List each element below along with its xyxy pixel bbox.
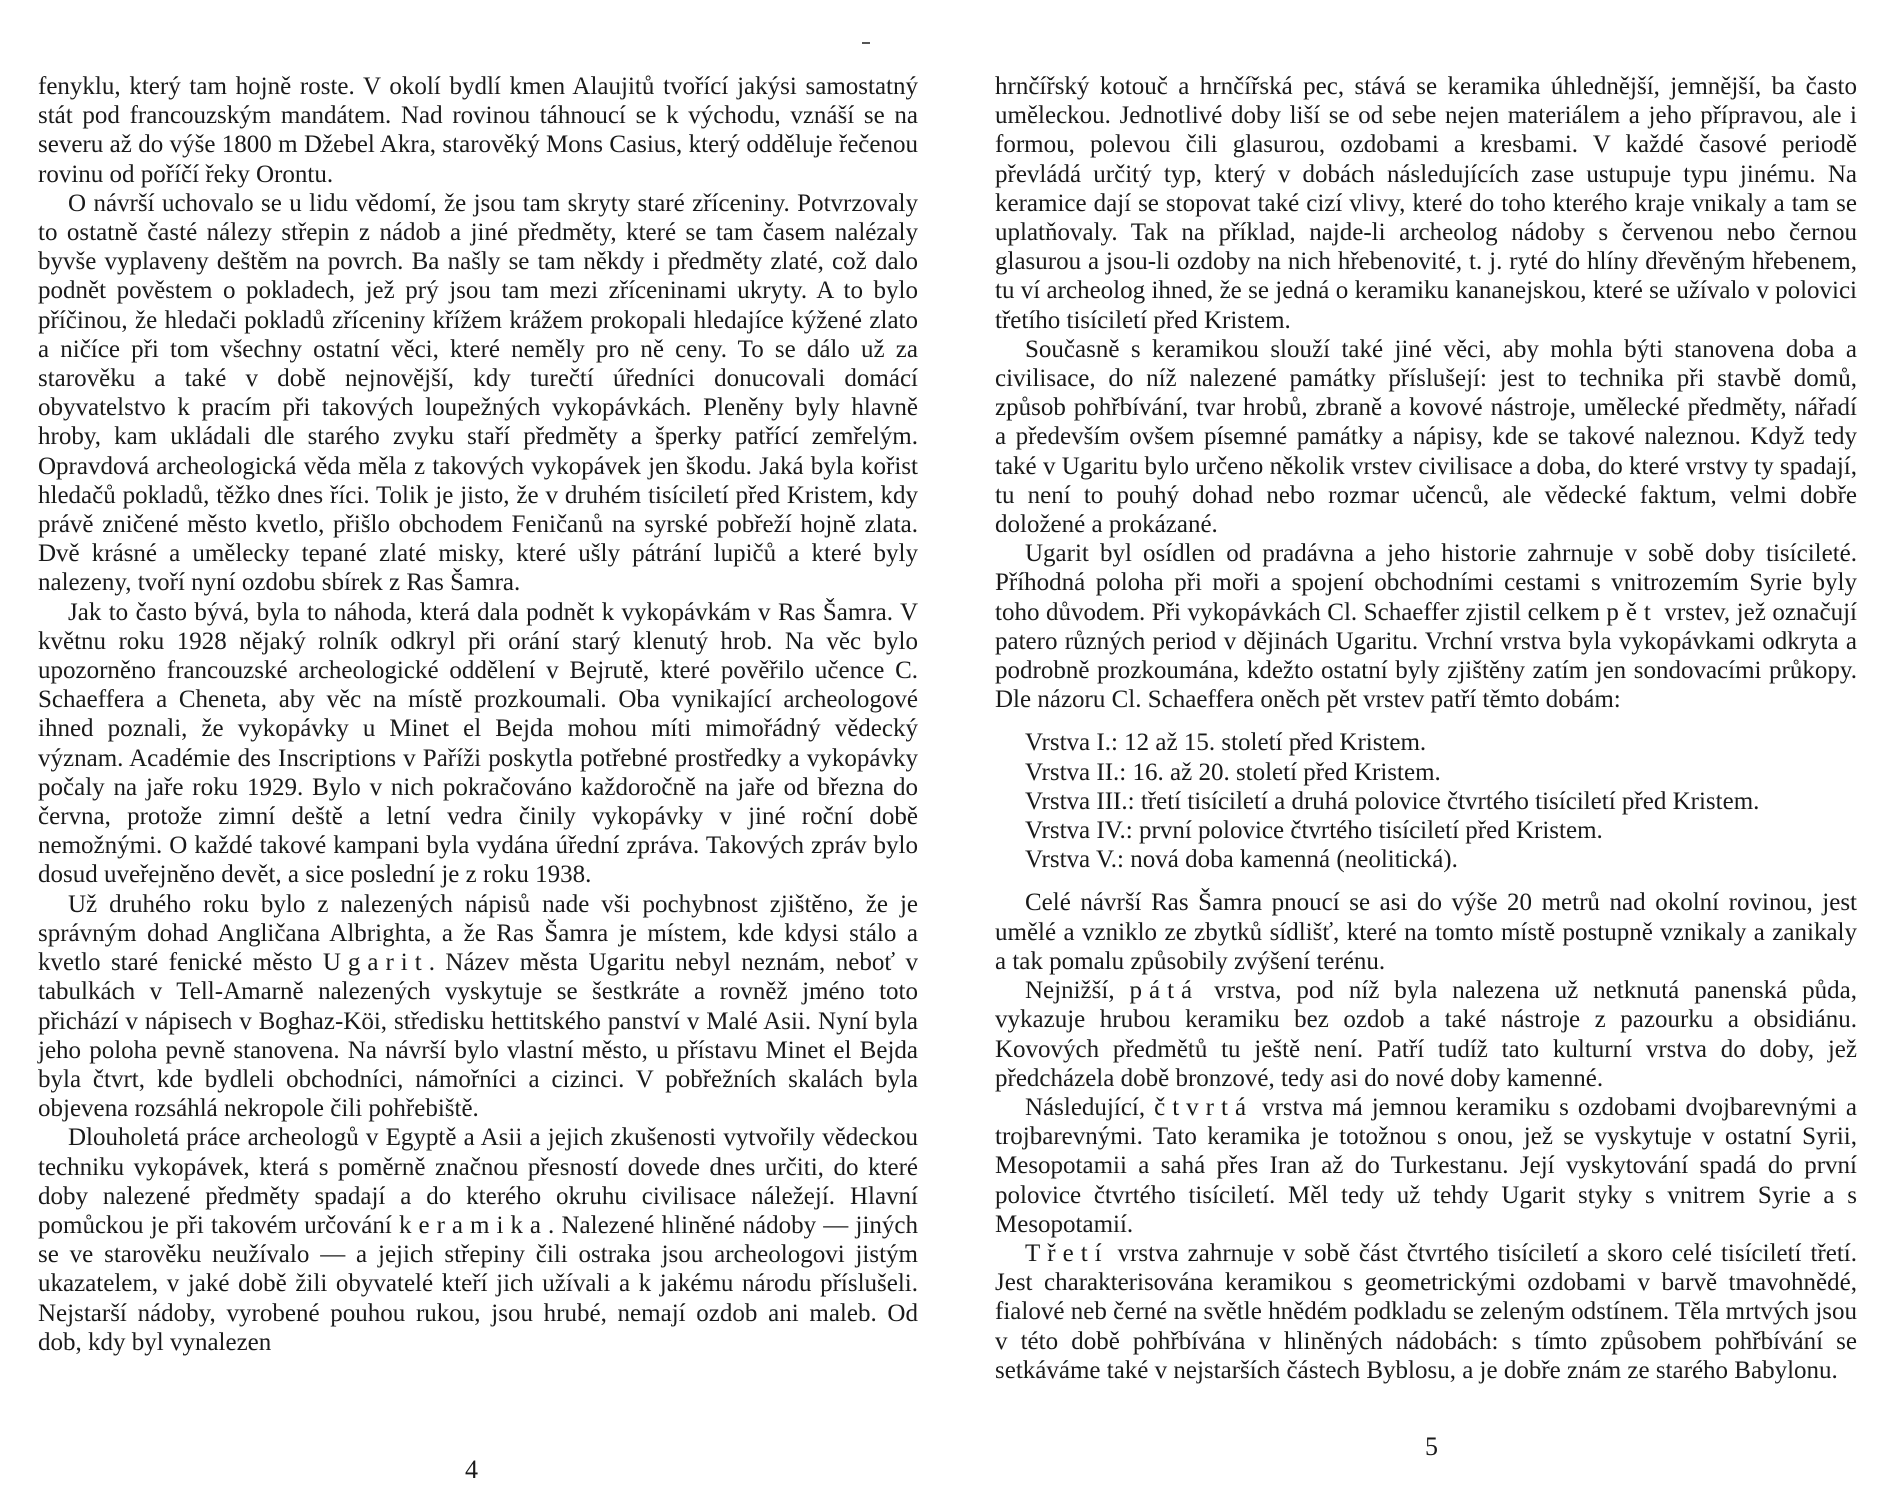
text-run: Následující, [1025,1093,1155,1121]
paragraph: hrnčířský kotouč a hrnčířská pec, stává se keramika úhlednější, jemnější, ba často uměleckou. Jednotlivé doby liší se od sebe nejen materiálem a jeho přípravou, ale i formou, polevou čili glasurou, ozdobami a kresbami. V každé časové periodě převládá určitý typ, který v dobách následujících zase ustupuje typu jinému. Na keramice dají se stopovat také cizí vlivy, které do toho kterého kraje vnikaly a tam se uplatňovaly. Tak na příklad, najde-li archeolog nádoby s červenou nebo černou glasurou a jsou-li ozdoby na nich hřebenovité, t. j. ryté do hlíny dřevěným hřebenem, tu ví archeolog ihned, že se jedná o keramiku kananejskou, které se užívalo v polovici třetího tisíciletí před Kristem. [995,73,1857,334]
layer-list [1025,728,1857,874]
spaced-term: pět [1606,598,1658,626]
layer-item: Vrstva V.: nová doba kamenná (neolitická). [1025,846,1458,874]
paragraph [38,890,918,1124]
paragraph [995,539,1857,714]
text-run: Už druhého roku bylo z nalezených nápisů nade vši pochybnost zjištěno, že je správným dohad Angličana Albrighta, a že Ras Šamra je místem, kde kdysi stálo a kvetlo staré fenické město [38,890,918,977]
text-run: Dlouholetá práce archeologů v Egyptě a Asii a jejich zkušenosti vytvořily vědeckou techniku vykopávek, která s poměrně značnou přesností dovede dnes určiti, do které doby nalezené předměty spadají a do kterého okruhu civilisace náležejí. Hlavní pomůckou je při takovém určování [38,1124,918,1239]
paragraph: Současně s keramikou slouží také jiné věci, aby mohla býti stanovena doba a civilisace, do níž nalezené památky příslušejí: jest to technika při stavbě domů, způsob pohřbívání, tvar hrobů, zbraně a kovové nástroje, umělecké předměty, nářadí a především ovšem písemné památky a nápisy, kde se takové naleznou. Když tedy také v Ugaritu bylo určeno několik vrstev civilisace a doba, do které vrstvy ty spadají, tu není to pouhý dohad nebo rozmar učenců, ale vědecké faktum, velmi dobře doložené a prokázané. [995,335,1857,539]
right-page [995,72,1857,1385]
paragraph [995,1093,1857,1239]
layer-item: Vrstva IV.: první polovice čtvrtého tisíciletí před Kristem. [1025,817,1603,845]
layer-item: Vrstva II.: 16. až 20. století před Kristem. [1025,758,1441,786]
text-run: vrstva zahrnuje v sobě část čtvrtého tisíciletí a skoro celé tisíciletí třetí. Jest charakterisována keramikou s geometrickými ozdobami v barvě tmavohnědé, fialové neb černé na světle hnědém podkladu se zeleným odstínem. Těla mrtvých jsou v této době pohřbívána v hliněných nádobách: s tímto způsobem pohřbívání se setkáváme také v nejstarších částech Byblosu, a je dobře znám ze starého Babylonu. [995,1239,1857,1384]
text-run: Nejnižší, [1025,977,1130,1005]
spaced-term: Ugarit [322,949,429,977]
paragraph [995,976,1857,1093]
text-run: vrstva má jemnou keramiku s ozdobami dvojbarevnými a trojbarevnými. Tato keramika je totožnou s onou, jež se vyskytuje v ostatní Syrii, Mesopotamii a sahá přes Iran až do Turkestanu. Její vyskytování spadá do první polovice čtvrtého tisíciletí. Měl tedy už tehdy Ugarit styky s vnitrem Syrie a s Mesopotamií. [995,1093,1857,1238]
spaced-term: pátá [1129,977,1200,1005]
page-number: 4 [465,1455,478,1484]
layer-item: Vrstva I.: 12 až 15. století před Kristem. [1025,729,1427,757]
spaced-term: Třetí [1025,1239,1109,1267]
paragraph [38,1123,918,1357]
layer-item: Vrstva III.: třetí tisíciletí a druhá polovice čtvrtého tisíciletí před Kristem. [1025,787,1760,815]
paragraph: Celé návrší Ras Šamra pnoucí se asi do výše 20 metrů nad okolní rovinou, jest umělé a vzniklo ze zbytků sídlišť, které na tomto místě postupně vznikaly a zanikaly a tak pomalu způsobily zvýšení terénu. [995,889,1857,975]
left-page [38,72,918,1357]
text-run: Ugarit byl osídlen od pradávna a jeho historie zahrnuje v sobě doby tisícileté. Příhodná poloha při moři a spojení obchodními cestami s vnitrozemím Syrie byly toho důvodem. Při vykopávkách Cl. Schaeffer zjistil celkem [995,540,1857,626]
text-run: . Nalezené hliněné nádoby — jiných se ve starověku neužívalo — a jejich střepiny čili ostraka jsou archeologovi jistým ukazatelem, v jaké době žili obyvatelé kteří jich užívali a k jakému národu příslušeli. Nejstarší nádoby, vyrobené pouhou rukou, jsou hrubé, nemají ozdob ani maleb. Od dob, kdy byl vynalezen [38,1211,919,1356]
paragraph: O návrší uchovalo se u lidu vědomí, že jsou tam skryty staré zříceniny. Potvrzovaly to ostatně časté nálezy střepin z nádob a jiné předměty, které se tam časem nalézaly byvše vyplaveny deštěm na povrch. Ba našly se tam někdy i předměty zlaté, což dalo podnět pověstem o pokladech, jež prý jsou tam mezi zříceninami ukryty. A to bylo příčinou, že hledači pokladů zříceniny křížem krážem prokopali hledajíce kýžené zlato a ničíce při tom všechny ostatní věci, které neměly pro ně ceny. To se dálo už za starověku a také v době nejnovější, kdy turečtí úředníci donucovali domácí obyvatelstvo k pracím při takových loupežných vykopávkách. Pleněny byly hlavně hroby, kam ukládali dle starého zvyku staří předměty a šperky patřící zemřelým. Opravdová archeologická věda měla z takových vykopávek jen škodu. Jaká byla kořist hledačů pokladů, těžko dnes říci. Tolik je jisto, že v druhém tisíciletí před Kristem, kdy právě zničené město kvetlo, přišlo obchodem Feničanů na syrské pobřeží hojně zlata. Dvě krásné a umělecky tepané zlaté misky, které ušly pátrání lupičů a které byly nalezeny, tvoří nyní ozdobu sbírek z Ras Šamra. [38,189,918,597]
text-run: vrstev, jež označují patero různých period v dějinách Ugaritu. Vrchní vrstva byla vykopávkami odkryta a podrobně prozkoumána, kdežto ostatní byly zjištěny zatím jen sondovacími průkopy. Dle názoru Cl. Schaeffera oněch pět vrstev patří těmto dobám: [995,598,1857,714]
text-run: . Název města Ugaritu nebyl neznám, neboť v tabulkách v Tell-Amarně nalezených vyskytuje se šestkráte a rovněž jméno toto přichází v nápisech v Boghaz-Köi, středisku hettitského panství v Malé Asii. Nyní byla jeho poloha pevně stanovena. Na návrší bylo vlastní město, u přístavu Minet el Bejda byla čtvrt, kde bydleli obchodníci, námořníci a cizinci. V pobřežních skalách byla objevena rozsáhlá nekropole čili pohřebiště. [38,949,918,1123]
spaced-term: keramika [399,1211,549,1239]
scan-mark [862,42,870,44]
spaced-term: čtvrtá [1154,1093,1254,1121]
page-number: 5 [1425,1432,1438,1461]
text-run: vrstva, pod níž byla nalezena už netknutá panenská půda, vykazuje hrubou keramiku bez ozdob a také nástroje z pazourku a obsidiánu. Kovových předmětů tu ještě není. Patří tudíž tato kulturní vrstva do doby, jež předcházela době bronzové, tedy asi do nové doby kamenné. [995,977,1857,1092]
paragraph: fenyklu, který tam hojně roste. V okolí bydlí kmen Alaujitů tvořící jakýsi samostatný stát pod francouzským mandátem. Nad rovinou táhnoucí se k východu, vznáší se na severu až do výše 1800 m Džebel Akra, starověký Mons Casius, který odděluje řečenou rovinu od poříčí řeky Orontu. [38,73,918,188]
paragraph [995,1239,1857,1385]
paragraph: Jak to často bývá, byla to náhoda, která dala podnět k vykopávkám v Ras Šamra. V květnu roku 1928 nějaký rolník odkryl při orání starý klenutý hrob. Na věc bylo upozorněno francouzské archeologické oddělení v Bejrutě, které pověřilo učence C. Schaeffera a Cheneta, aby věc na místě prozkoumali. Oba vynikající archeologové ihned poznali, že vykopávky u Minet el Bejda mohou míti mimořádný vědecký význam. Académie des Inscriptions v Paříži poskytla potřebné prostředky a vykopávky počaly na jaře roku 1929. Bylo v nich pokračováno každoročně na jaře od března do června, protože zimní deště a letní vedra činily vykopávky v jiné roční době nemožnými. O každé takové kampani byla vydána úřední zpráva. Takových zpráv bylo dosud uveřejněno devět, a sice poslední je z roku 1938. [38,598,918,889]
